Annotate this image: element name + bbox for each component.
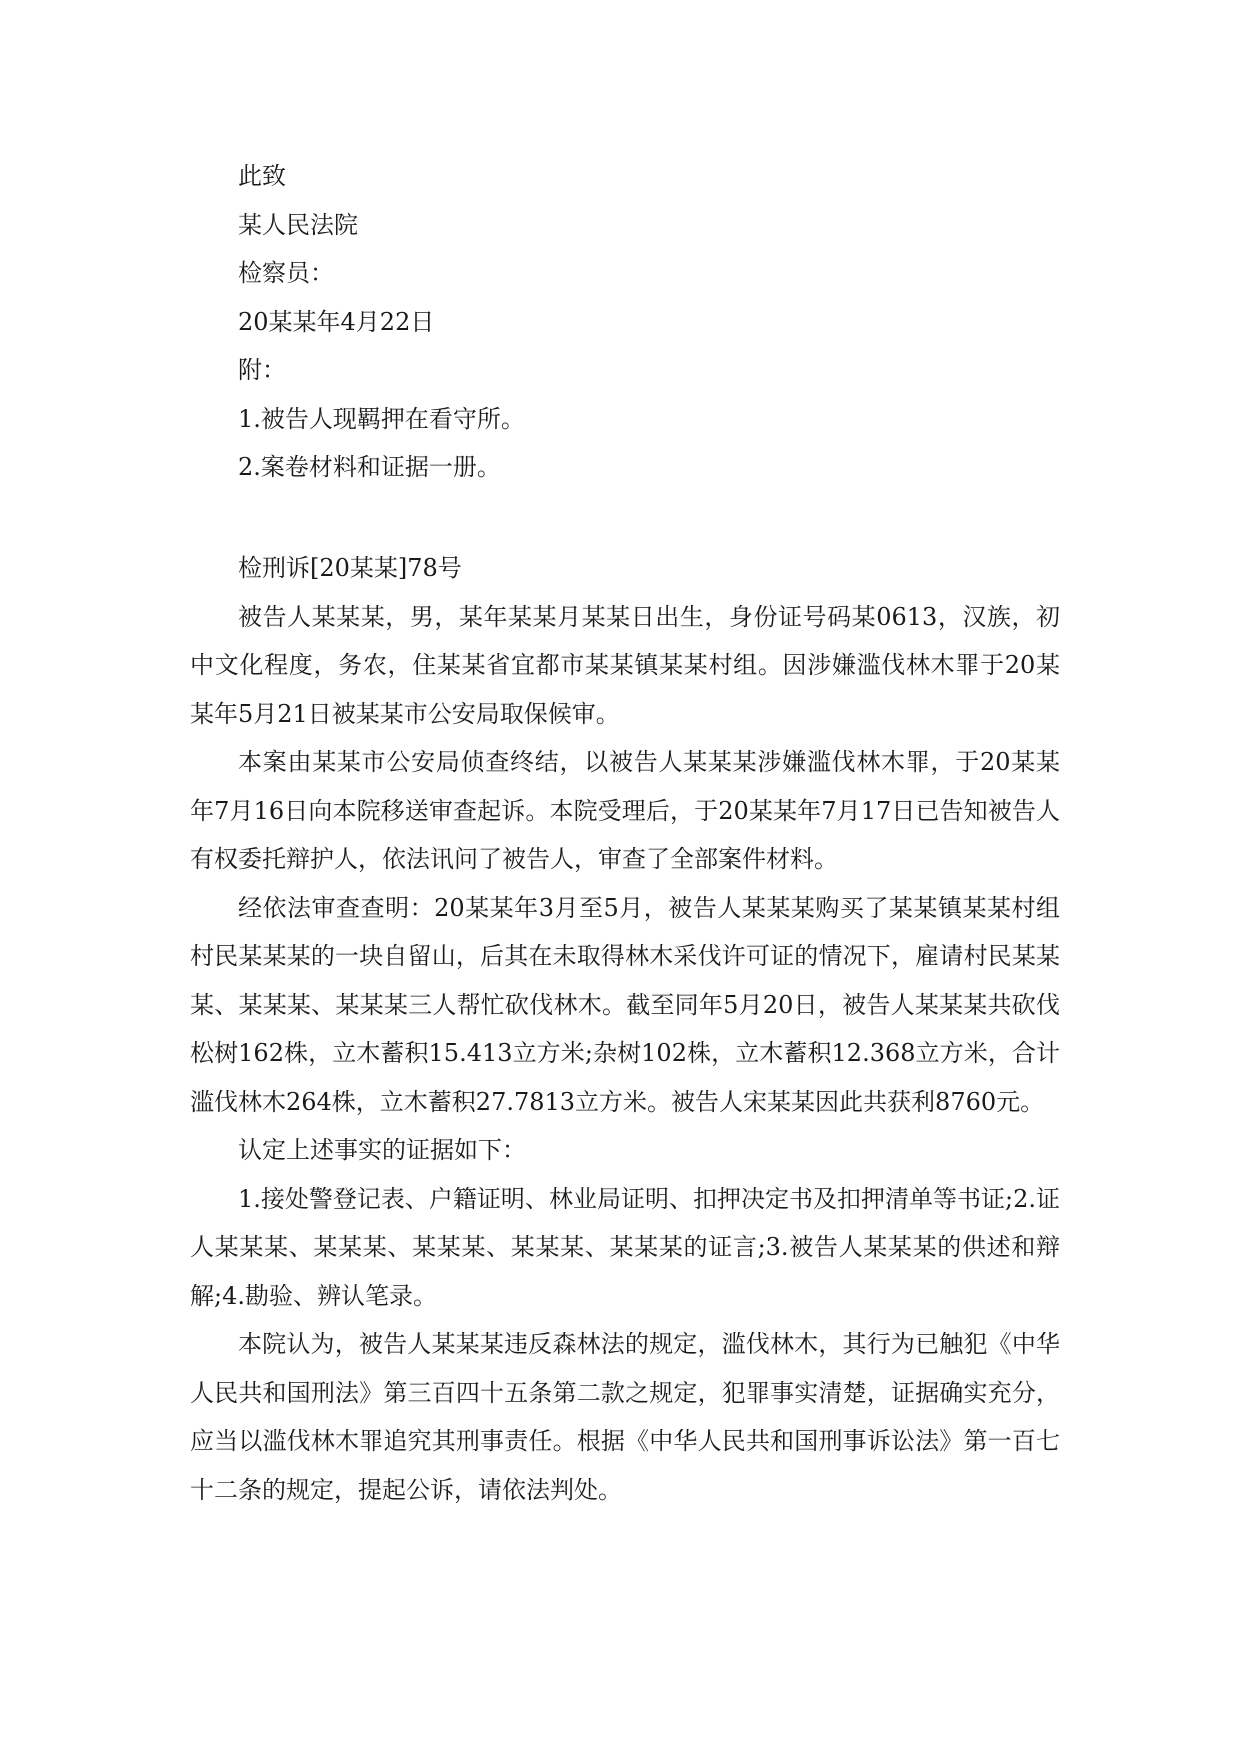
- salutation: 此致: [238, 162, 286, 190]
- prosecutor-label: 检察员：: [238, 259, 334, 287]
- closing-section: [190, 152, 1060, 492]
- conclusion-paragraph: 本院认为，被告人某某某违反森林法的规定，滥伐林木，其行为已触犯《中华人民共和国刑法》第三百四十五条第二款之规定，犯罪事实清楚，证据确实充分，应当以滥伐林木罪追究其刑事责任。根据《中华人民共和国刑事诉讼法》第一百七十二条的规定，提起公诉，请依法判处。: [190, 1330, 1060, 1504]
- defendant-info-paragraph: 被告人某某某，男，某年某某月某某日出生，身份证号码某0613，汉族，初中文化程度，务农，住某某省宜都市某某镇某某村组。因涉嫌滥伐林木罪于20某某年5月21日被某某市公安局取保候审。: [190, 602, 1060, 728]
- attachment-item: 1.被告人现羁押在看守所。: [238, 404, 525, 433]
- recipient: 某人民法院: [238, 210, 358, 239]
- evidence-list-paragraph: 1.接处警登记表、户籍证明、林业局证明、扣押决定书及扣押清单等书证;2.证人某某某、某某某、某某某、某某某、某某某的证言;3.被告人某某某的供述和辩解;4.勘验、辨认笔录。: [190, 1184, 1060, 1310]
- case-number: 检刑诉[20某某]78号: [238, 554, 462, 582]
- attachment-item: 2.案卷材料和证据一册。: [238, 453, 501, 481]
- facts-paragraph: 经依法审查查明：20某某年3月至5月，被告人某某某购买了某某镇某某村组村民某某某的一块自留山，后其在未取得林木采伐许可证的情况下，雇请村民某某某、某某某、某某某三人帮忙砍伐林木。截至同年5月20日，被告人某某某共砍伐松树162株，立木蓄积15.413立方米;杂树102株，立木蓄积12.368立方米，合计滥伐林木264株，立木蓄积27.7813立方米。被告人宋某某因此共获利8760元。: [190, 893, 1060, 1116]
- indictment-section: [190, 544, 1060, 1514]
- date: 20某某年4月22日: [238, 307, 435, 336]
- attachment-label: 附：: [238, 356, 286, 384]
- case-transfer-paragraph: 本案由某某市公安局侦查终结，以被告人某某某涉嫌滥伐林木罪，于20某某年7月16日向本院移送审查起诉。本院受理后，于20某某年7月17日已告知被告人有权委托辩护人，依法讯问了被告人，审查了全部案件材料。: [190, 748, 1060, 873]
- evidence-heading: 认定上述事实的证据如下：: [238, 1136, 526, 1164]
